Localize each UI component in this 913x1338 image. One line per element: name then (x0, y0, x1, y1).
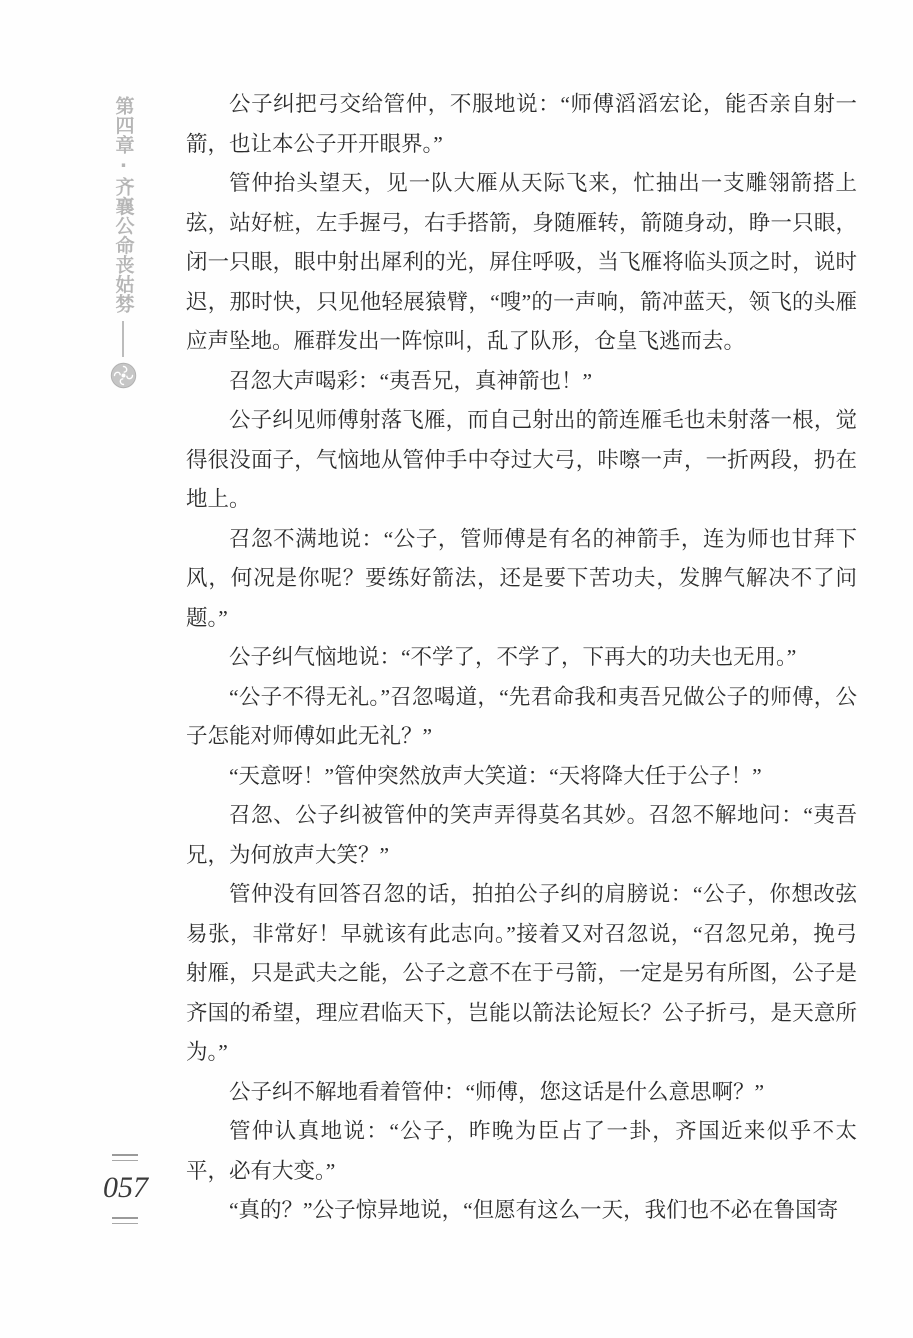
paragraph: 召忽、公子纠被管仲的笑声弄得莫名其妙。召忽不解地问：“夷吾兄，为何放声大笑？” (186, 803, 857, 867)
paragraph: 管仲抬头望天，见一队大雁从天际飞来，忙抽出一支雕翎箭搭上弦，站好桩，左手握弓，右手搭箭，身随雁转，箭随身动，睁一只眼，闭一只眼，眼中射出犀利的光，屏住呼吸，当飞雁将临头顶之时，说时迟，那时快，只见他轻展猿臂，“嗖”的一声响，箭冲蓝天，领飞的头雁应声坠地。雁群发出一阵惊叫，乱了队形，仓皇飞逃而去。 (186, 171, 857, 353)
paragraph: 公子纠气恼地说：“不学了，不学了，下再大的功夫也无用。” (229, 645, 797, 669)
paragraph: “天意呀！”管仲突然放声大笑道：“天将降大任于公子！” (229, 763, 762, 788)
paragraph: 管仲没有回答召忽的话，拍拍公子纠的肩膀说：“公子，你想改弦易张，非常好！早就该有此志向。”接着又对召忽说，“召忽兄弟，挽弓射雁，只是武夫之能，公子之意不在于弓箭，一定是另有所图，公子是齐国的希望，理应君临天下，岂能以箭法论短长？公子折弓，是天意所为。” (186, 882, 857, 1064)
paragraph: 召忽大声喝彩：“夷吾兄，真神箭也！” (229, 368, 593, 393)
paragraph: “真的？”公子惊异地说，“但愿有这么一天，我们也不必在鲁国寄 (229, 1198, 839, 1222)
paragraph: 公子纠见师傅射落飞雁，而自己射出的箭连雁毛也未射落一根，觉得很没面子，气恼地从管仲手中夺过大弓，咔嚓一声，一折两段，扔在地上。 (186, 408, 857, 511)
page-number: 057 (103, 1171, 148, 1204)
paragraph: 管仲认真地说：“公子，昨晚为臣占了一卦，齐国近来似乎不太平，必有大变。” (186, 1119, 857, 1183)
page-body-text (186, 85, 857, 1231)
page-number-rule-bottom (112, 1217, 138, 1224)
page-number-rule-top (112, 1154, 138, 1161)
chapter-title-vertical: 第四章·齐襄公命丧姑棼 (112, 96, 135, 314)
sidebar-dash (122, 321, 124, 357)
chapter-sidebar (107, 96, 139, 389)
paragraph: “公子不得无礼。”召忽喝道，“先君命我和夷吾兄做公子的师傅，公子怎能对师傅如此无礼？” (186, 684, 857, 748)
page-number-block (103, 1154, 147, 1224)
swirl-medallion-icon (110, 362, 137, 389)
paragraph: 召忽不满地说：“公子，管师傅是有名的神箭手，连为师也甘拜下风，何况是你呢？要练好箭法，还是要下苦功夫，发脾气解决不了问题。” (186, 526, 857, 630)
paragraph: 公子纠把弓交给管仲，不服地说：“师傅滔滔宏论，能否亲自射一箭，也让本公子开开眼界。” (186, 92, 857, 156)
paragraph: 公子纠不解地看着管仲：“师傅，您这话是什么意思啊？” (229, 1079, 765, 1104)
